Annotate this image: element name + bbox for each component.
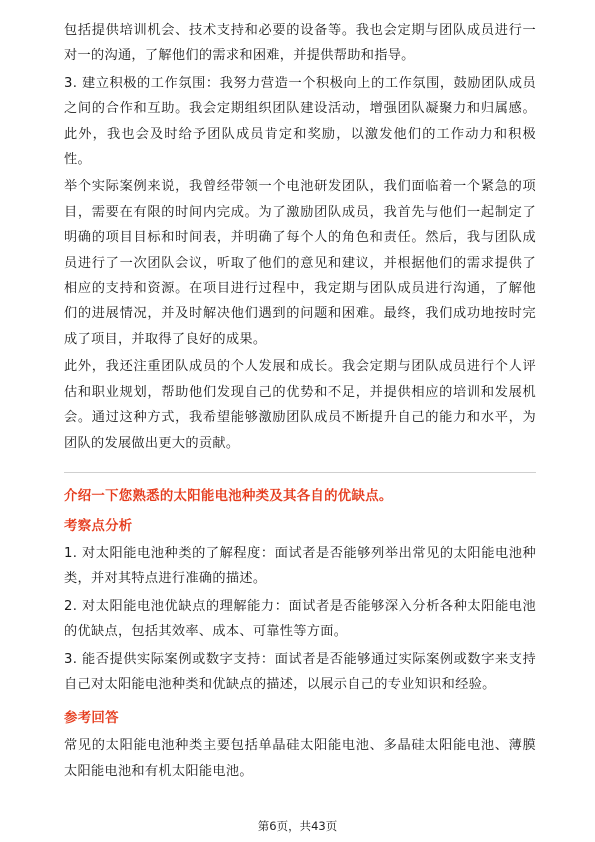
body-paragraph: 3. 建立积极的工作氛围：我努力营造一个积极向上的工作氛围，鼓励团队成员之间的合作和互助。我会定期组织团队建设活动，增强团队凝聚力和归属感。此外，我也会及时给予团队成员肯定和奖励，以激发他们的工作动力和积极性。: [64, 75, 536, 168]
question-title: 介绍一下您熟悉的太阳能电池种类及其各自的优缺点。: [64, 488, 393, 504]
answer-heading: 参考回答: [64, 711, 119, 727]
analysis-item: 2. 对太阳能电池优缺点的理解能力：面试者是否能够深入分析各种太阳能电池的优缺点，包括其效率、成本、可靠性等方面。: [64, 598, 536, 640]
page-content: [64, 18, 536, 786]
body-paragraph: 此外，我还注重团队成员的个人发展和成长。我会定期与团队成员进行个人评估和职业规划，帮助他们发现自己的优势和不足，并提供相应的培训和发展机会。通过这种方式，我希望能够激励团队成员不断提升自己的能力和水平，为团队的发展做出更大的贡献。: [64, 359, 536, 451]
body-paragraph: 举个实际案例来说，我曾经带领一个电池研发团队，我们面临着一个紧急的项目，需要在有限的时间内完成。为了激励团队成员，我首先与他们一起制定了明确的项目目标和时间表，并明确了每个人的角色和责任。然后，我与团队成员进行了一次团队会议，听取了他们的意见和建议，并根据他们的需求提供了相应的支持和资源。在项目进行过程中，我定期与团队成员进行沟通，了解他们的进展情况，并及时解决他们遇到的问题和困难。最终，我们成功地按时完成了项目，并取得了良好的成果。: [64, 179, 536, 347]
answer-paragraph: 常见的太阳能电池种类主要包括单晶硅太阳能电池、多晶硅太阳能电池、薄膜太阳能电池和有机太阳能电池。: [64, 738, 536, 779]
page-footer: 第6页，共43页: [257, 819, 338, 833]
section-divider: [64, 472, 536, 473]
body-paragraph: 包括提供培训机会、技术支持和必要的设备等。我也会定期与团队成员进行一对一的沟通，了解他们的需求和困难，并提供帮助和指导。: [64, 23, 536, 64]
analysis-item: 3. 能否提供实际案例或数字支持：面试者是否能够通过实际案例或数字来支持自己对太阳能电池种类和优缺点的描述，以展示自己的专业知识和经验。: [64, 651, 536, 692]
analysis-item: 1. 对太阳能电池种类的了解程度：面试者是否能够列举出常见的太阳能电池种类，并对其特点进行准确的描述。: [64, 545, 536, 587]
analysis-heading: 考察点分析: [64, 518, 133, 534]
